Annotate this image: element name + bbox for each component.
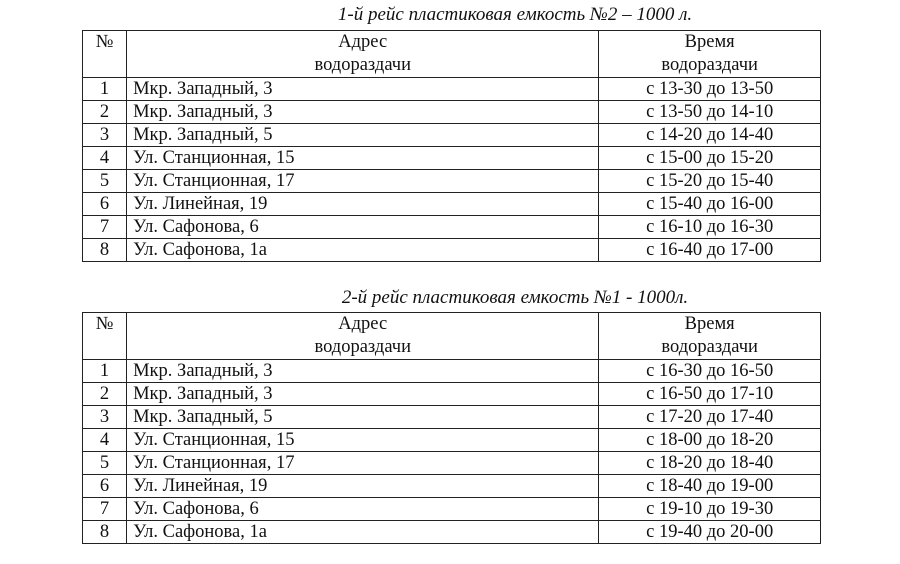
row-number: 1 bbox=[83, 78, 127, 101]
row-number: 3 bbox=[83, 124, 127, 147]
table-header-row bbox=[83, 313, 821, 360]
row-time: с 16-50 до 17-10 bbox=[599, 383, 821, 406]
row-number: 8 bbox=[83, 239, 127, 262]
row-number: 6 bbox=[83, 475, 127, 498]
row-number: 8 bbox=[83, 521, 127, 544]
row-number: 7 bbox=[83, 498, 127, 521]
table-1-title: 1-й рейс пластиковая емкость №2 – 1000 л. bbox=[337, 4, 693, 25]
table-row bbox=[83, 101, 821, 124]
table-row bbox=[83, 78, 821, 101]
row-number: 5 bbox=[83, 170, 127, 193]
row-address: Мкр. Западный, 3 bbox=[127, 101, 599, 124]
table-header-row bbox=[83, 31, 821, 78]
row-address: Мкр. Западный, 5 bbox=[127, 406, 599, 429]
row-time: с 13-50 до 14-10 bbox=[599, 101, 821, 124]
header-address bbox=[127, 313, 599, 360]
row-time: с 15-40 до 16-00 bbox=[599, 193, 821, 216]
row-time: с 19-40 до 20-00 bbox=[599, 521, 821, 544]
row-time: с 16-30 до 16-50 bbox=[599, 360, 821, 383]
header-time-line2: водораздачи bbox=[661, 337, 758, 357]
row-number: 1 bbox=[83, 360, 127, 383]
table-row bbox=[83, 406, 821, 429]
header-time-line1: Время bbox=[684, 32, 735, 52]
row-time: с 18-20 до 18-40 bbox=[599, 452, 821, 475]
header-number: № bbox=[83, 31, 127, 78]
row-number: 7 bbox=[83, 216, 127, 239]
header-time-line1: Время bbox=[684, 314, 735, 334]
table-row bbox=[83, 239, 821, 262]
row-time: с 17-20 до 17-40 bbox=[599, 406, 821, 429]
row-address: Ул. Станционная, 15 bbox=[127, 429, 599, 452]
row-address: Ул. Сафонова, 1а bbox=[127, 521, 599, 544]
row-number: 2 bbox=[83, 383, 127, 406]
row-address: Ул. Станционная, 17 bbox=[127, 452, 599, 475]
row-address: Ул. Линейная, 19 bbox=[127, 475, 599, 498]
header-time bbox=[599, 31, 821, 78]
row-address: Мкр. Западный, 3 bbox=[127, 78, 599, 101]
table-row bbox=[83, 193, 821, 216]
row-address: Мкр. Западный, 3 bbox=[127, 360, 599, 383]
row-time: с 14-20 до 14-40 bbox=[599, 124, 821, 147]
table-row bbox=[83, 383, 821, 406]
header-address bbox=[127, 31, 599, 78]
row-number: 2 bbox=[83, 101, 127, 124]
table-row bbox=[83, 216, 821, 239]
table-row bbox=[83, 475, 821, 498]
row-time: с 18-00 до 18-20 bbox=[599, 429, 821, 452]
table-row bbox=[83, 124, 821, 147]
row-address: Мкр. Западный, 5 bbox=[127, 124, 599, 147]
row-time: с 15-20 до 15-40 bbox=[599, 170, 821, 193]
row-address: Ул. Станционная, 15 bbox=[127, 147, 599, 170]
table-row bbox=[83, 521, 821, 544]
row-time: с 15-00 до 15-20 bbox=[599, 147, 821, 170]
row-time: с 19-10 до 19-30 bbox=[599, 498, 821, 521]
header-address-line2: водораздачи bbox=[314, 337, 411, 357]
header-time bbox=[599, 313, 821, 360]
row-address: Мкр. Западный, 3 bbox=[127, 383, 599, 406]
table-2-title: 2-й рейс пластиковая емкость №1 - 1000л. bbox=[341, 287, 689, 308]
row-number: 3 bbox=[83, 406, 127, 429]
header-address-line1: Адрес bbox=[338, 32, 388, 52]
table-row bbox=[83, 498, 821, 521]
table-row bbox=[83, 147, 821, 170]
header-number: № bbox=[83, 313, 127, 360]
header-time-line2: водораздачи bbox=[661, 55, 758, 75]
row-address: Ул. Сафонова, 1а bbox=[127, 239, 599, 262]
table-row bbox=[83, 360, 821, 383]
table-row bbox=[83, 170, 821, 193]
row-number: 4 bbox=[83, 429, 127, 452]
row-time: с 16-40 до 17-00 bbox=[599, 239, 821, 262]
schedule-table-1 bbox=[82, 30, 821, 262]
row-number: 5 bbox=[83, 452, 127, 475]
row-address: Ул. Сафонова, 6 bbox=[127, 498, 599, 521]
row-address: Ул. Станционная, 17 bbox=[127, 170, 599, 193]
row-time: с 13-30 до 13-50 bbox=[599, 78, 821, 101]
row-time: с 16-10 до 16-30 bbox=[599, 216, 821, 239]
header-address-line2: водораздачи bbox=[314, 55, 411, 75]
row-address: Ул. Линейная, 19 bbox=[127, 193, 599, 216]
table-row bbox=[83, 429, 821, 452]
row-number: 4 bbox=[83, 147, 127, 170]
row-address: Ул. Сафонова, 6 bbox=[127, 216, 599, 239]
row-time: с 18-40 до 19-00 bbox=[599, 475, 821, 498]
table-row bbox=[83, 452, 821, 475]
row-number: 6 bbox=[83, 193, 127, 216]
schedule-table-2 bbox=[82, 312, 821, 544]
header-address-line1: Адрес bbox=[338, 314, 388, 334]
